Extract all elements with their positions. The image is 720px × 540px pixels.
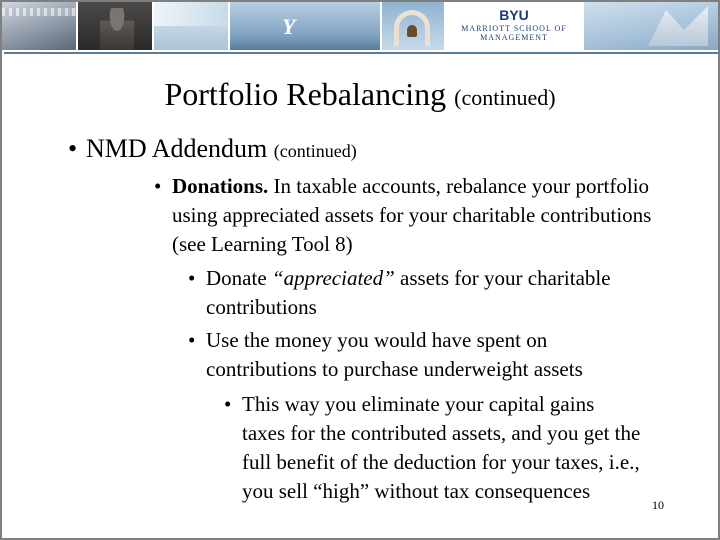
bullet1-main: NMD Addendum bbox=[86, 134, 268, 163]
page-number: 10 bbox=[652, 498, 664, 512]
statue-image bbox=[100, 8, 134, 50]
bullet-level-3-money bbox=[188, 326, 646, 384]
bullet-level-3-donate bbox=[188, 264, 646, 322]
title-main: Portfolio Rebalancing bbox=[164, 76, 447, 112]
bullet2-lead: Donations. bbox=[172, 174, 269, 198]
bullet-level-1 bbox=[68, 132, 357, 168]
bullet-icon: • bbox=[68, 134, 78, 163]
bullet3-post: assets for your charitable contributions bbox=[206, 266, 611, 319]
banner-photo-statue bbox=[78, 2, 152, 50]
banner-photo-building bbox=[2, 2, 76, 50]
bullet-level-2 bbox=[154, 172, 672, 259]
banner-photo-bell bbox=[382, 2, 444, 50]
bullet-level-4 bbox=[224, 390, 642, 506]
bullet-icon: • bbox=[224, 392, 232, 416]
bullet-icon: • bbox=[154, 174, 162, 198]
bullet1-suffix: (continued) bbox=[273, 141, 357, 161]
bullet3-pre: Donate bbox=[206, 266, 272, 290]
banner-divider bbox=[4, 52, 718, 54]
slide-title bbox=[0, 74, 720, 118]
header-banner bbox=[2, 2, 718, 62]
byu-logo bbox=[446, 2, 582, 50]
bullet4-text: Use the money you would have spent on contributions to purchase underweight assets bbox=[206, 328, 583, 381]
bullet-icon: • bbox=[188, 328, 196, 352]
title-suffix: (continued) bbox=[454, 85, 556, 110]
bullet2-text: In taxable accounts, rebalance your portfolio using appreciated assets for your charitable contributions (see Learning Tool 8) bbox=[172, 174, 652, 256]
bullet5-text: This way you eliminate your capital gains taxes for the contributed assets, and you get the full benefit of the deduction for your taxes, i.e., you sell “high” without tax consequences bbox=[242, 392, 641, 503]
logo-subtitle: MARRIOTT SCHOOL OF MANAGEMENT bbox=[461, 24, 567, 42]
banner-photo-mountain-y: Y bbox=[230, 2, 380, 50]
bullet-icon: • bbox=[188, 266, 196, 290]
logo-text: BYU bbox=[499, 7, 529, 23]
banner-photo-campus bbox=[584, 2, 718, 50]
bell-icon bbox=[394, 10, 430, 46]
bullet3-emphasis: “appreciated” bbox=[271, 266, 395, 290]
banner-photo-sky bbox=[154, 2, 228, 50]
